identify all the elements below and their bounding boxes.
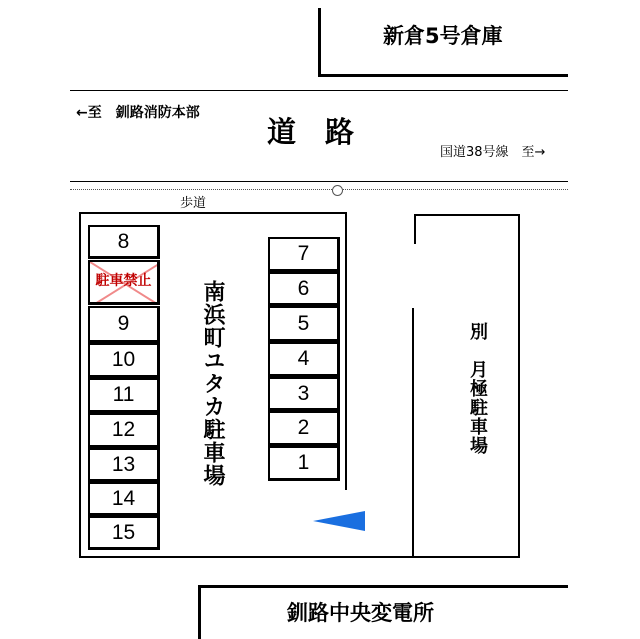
stall-5: 5 [268, 306, 340, 342]
road-label: 道 路 [267, 115, 355, 149]
stall-9: 9 [88, 306, 160, 343]
no-parking-stall [88, 260, 160, 305]
separate-lot-wall-bottom [414, 556, 520, 558]
sidewalk-dotted-line [70, 189, 568, 190]
stall-14: 14 [88, 482, 160, 516]
lot-wall-right-upper [345, 212, 347, 490]
stall-6: 6 [268, 272, 340, 306]
stall-7: 7 [268, 237, 340, 272]
separate-lot-wall-right [518, 214, 520, 558]
stall-4: 4 [268, 342, 340, 377]
lot-wall-left [79, 212, 81, 558]
substation-wall-top [198, 585, 568, 588]
lot-wall-right-lower [412, 308, 414, 558]
fire-dept-direction-label: ←至 釧路消防本部 [76, 105, 200, 121]
lot-wall-top [79, 212, 347, 214]
separate-lot-label: 別 月極駐車場 [467, 322, 488, 455]
separate-lot-wall-top [414, 214, 520, 216]
warehouse-label: 新倉5号倉庫 [383, 24, 503, 48]
stall-10: 10 [88, 343, 160, 378]
stall-12: 12 [88, 413, 160, 448]
stall-15: 15 [88, 516, 160, 550]
warehouse-wall-bottom [318, 74, 568, 77]
no-parking-label: 駐車禁止 [95, 273, 152, 289]
route38-direction-label: 国道38号線 至→ [440, 145, 546, 160]
lot-name-label: 南浜町ユタカ駐車場 [200, 280, 225, 487]
lot-wall-bottom [79, 556, 414, 558]
lot-entrance-marker [332, 185, 343, 196]
stall-1: 1 [268, 446, 340, 481]
entrance-arrow-icon [310, 508, 370, 532]
sidewalk-label: 歩道 [180, 196, 207, 211]
warehouse-wall-left [318, 8, 321, 77]
stall-13: 13 [88, 448, 160, 482]
stall-11: 11 [88, 378, 160, 413]
substation-wall-left [198, 585, 201, 639]
road-edge-top [70, 90, 568, 91]
stall-3: 3 [268, 377, 340, 411]
separate-lot-wall-left [414, 214, 416, 244]
road-edge-bottom [70, 181, 568, 182]
substation-label: 釧路中央変電所 [287, 601, 434, 625]
stall-2: 2 [268, 411, 340, 446]
stall-8: 8 [88, 225, 160, 259]
